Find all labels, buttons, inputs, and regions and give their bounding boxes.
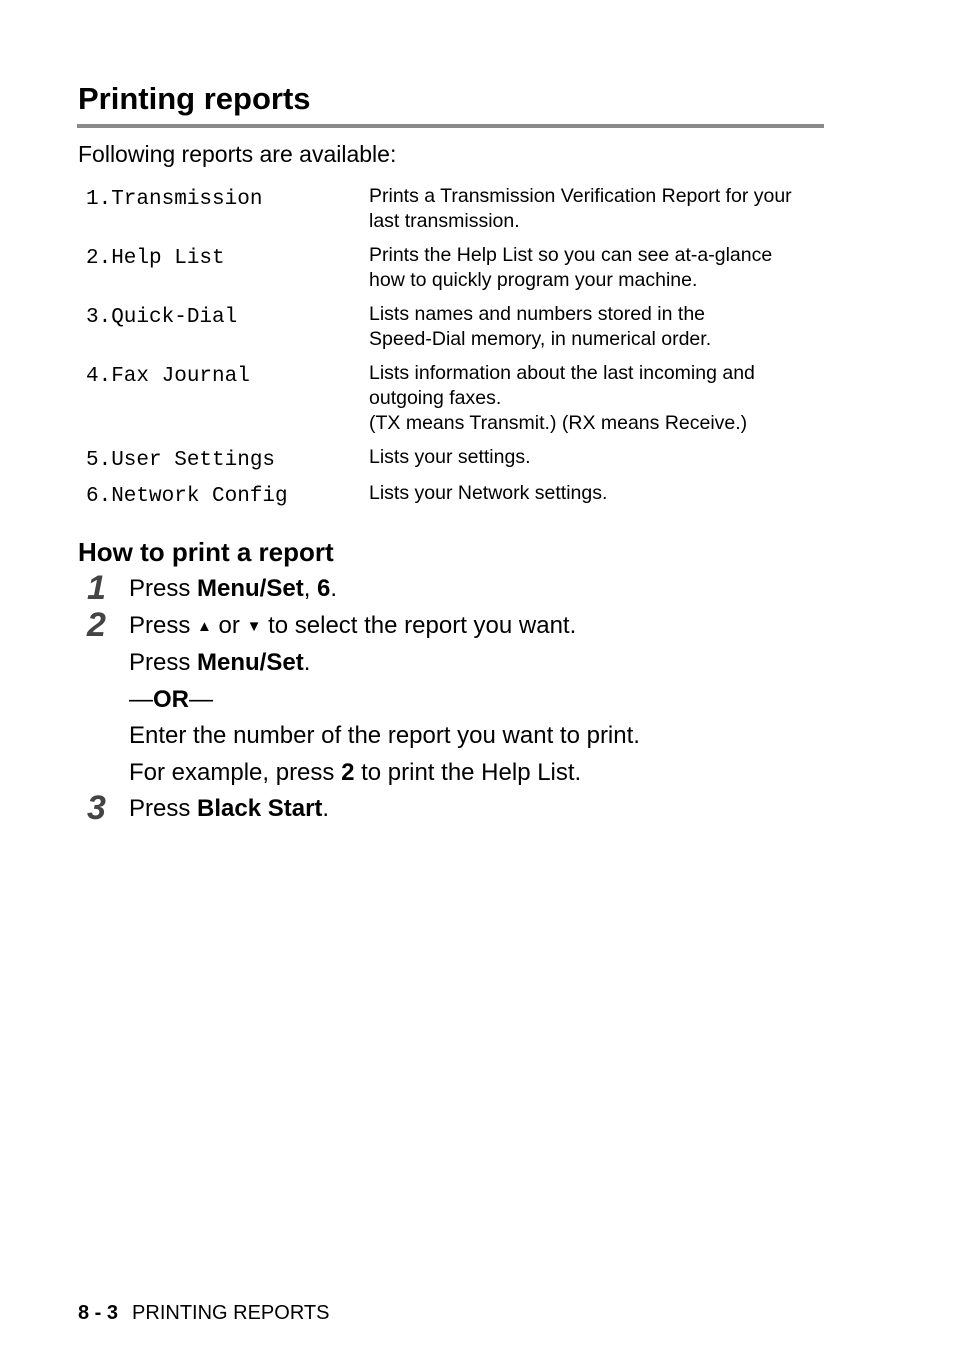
- menu-code: 3.Quick-Dial: [86, 306, 238, 329]
- step-number: 3: [87, 789, 106, 827]
- menu-code: 4.Fax Journal: [86, 365, 250, 388]
- up-arrow-icon: ▲: [197, 617, 212, 635]
- report-row-user-settings: [86, 445, 826, 481]
- step-number: 2: [87, 605, 106, 644]
- menu-code: 1.Transmission: [86, 188, 263, 211]
- report-row-network-config: [86, 481, 826, 517]
- step-text: Press Black Start.: [129, 795, 330, 822]
- digit-key: 6: [317, 575, 331, 602]
- black-start-key: Black Start: [197, 795, 323, 822]
- step-list: [84, 571, 844, 828]
- page-footer: [78, 1300, 329, 1326]
- report-row-fax-journal: [86, 361, 826, 445]
- step-1: [84, 571, 844, 608]
- intro-text: Following reports are available:: [78, 141, 397, 167]
- or-separator: —OR—: [129, 685, 213, 713]
- report-description: Lists information about the last incoming and outgoing faxes. (TX means Transmit.) (RX means Receive.): [369, 362, 755, 434]
- report-row-transmission: [86, 184, 826, 243]
- report-description: Lists names and numbers stored in the Speed-Dial memory, in numerical order.: [369, 303, 712, 350]
- section-heading: How to print a report: [78, 537, 334, 567]
- menu-code: 5.User Settings: [86, 449, 276, 472]
- step-text: Press Menu/Set, 6.: [129, 575, 338, 602]
- step-2: [84, 605, 844, 792]
- report-description: Lists your Network settings.: [369, 482, 608, 504]
- digit-key: 2: [341, 758, 355, 786]
- step-text: For example, press 2 to print the Help List.: [129, 758, 582, 786]
- step-text: Press Menu/Set.: [129, 649, 311, 676]
- menu-code: 2.Help List: [86, 247, 225, 270]
- report-table: [86, 184, 826, 517]
- report-description: Lists your settings.: [369, 446, 531, 468]
- step-text: Press ▲ or ▼ to select the report you want.: [129, 608, 844, 646]
- page-title: Printing reports: [78, 81, 311, 116]
- report-row-help-list: [86, 243, 826, 302]
- menu-code: 6.Network Config: [86, 485, 288, 508]
- report-description: Prints a Transmission Verification Report for your last transmission.: [369, 185, 792, 232]
- step-3: [84, 791, 844, 828]
- report-row-quick-dial: [86, 302, 826, 361]
- page-number: 8 - 3: [78, 1302, 119, 1324]
- down-arrow-icon: ▼: [246, 617, 262, 635]
- menu-set-key: Menu/Set: [197, 575, 304, 602]
- menu-set-key: Menu/Set: [197, 649, 304, 676]
- step-number: 1: [87, 569, 106, 607]
- report-description: Prints the Help List so you can see at-a-glance how to quickly program your machine.: [369, 244, 773, 291]
- step-text: Enter the number of the report you want to print.: [129, 722, 640, 749]
- title-rule: [77, 124, 824, 128]
- footer-section-title: PRINTING REPORTS: [132, 1302, 330, 1324]
